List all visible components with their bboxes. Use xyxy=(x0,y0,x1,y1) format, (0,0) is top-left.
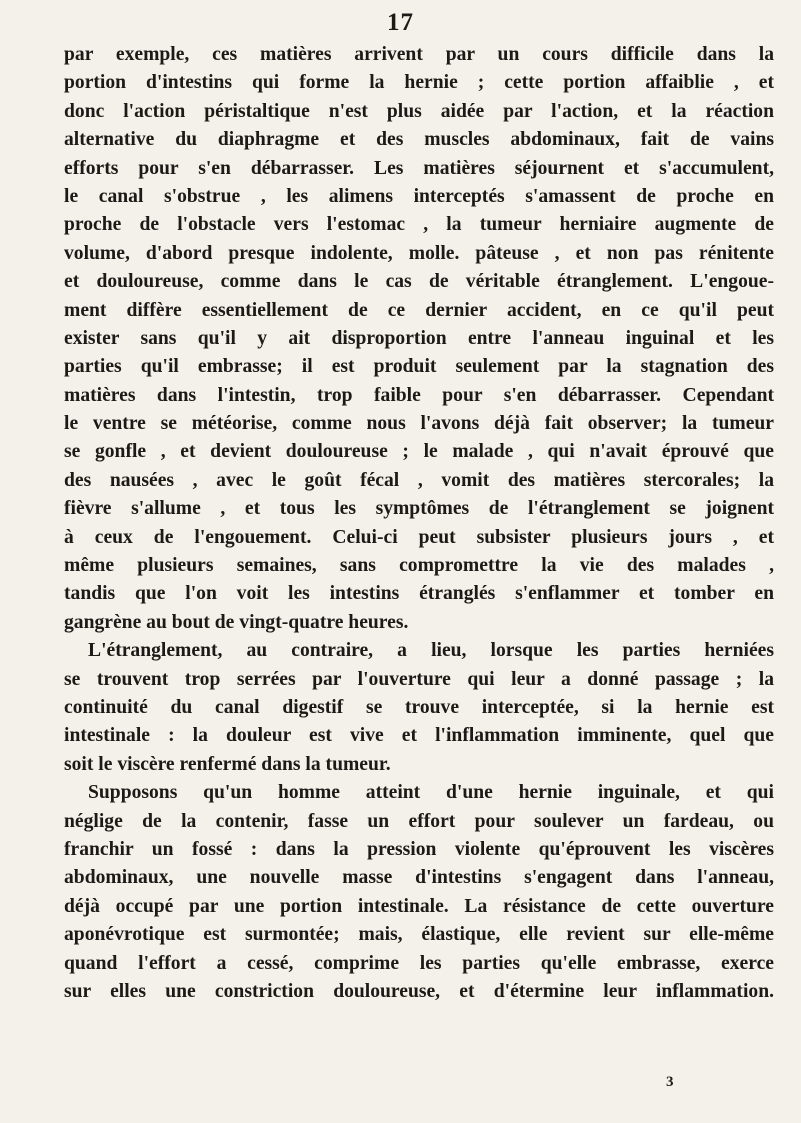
text-line: Supposons qu'un homme atteint d'une hernie inguinale, et qui xyxy=(88,782,774,804)
text-line: matières dans l'intestin, trop faible pour s'en débarrasser. Cependant xyxy=(64,384,774,406)
text-line: continuité du canal digestif se trouve interceptée, si la hernie est xyxy=(64,696,774,718)
text-line: alternative du diaphragme et des muscles abdominaux, fait de vains xyxy=(64,129,774,151)
text-line: abdominaux, une nouvelle masse d'intestins s'engagent dans l'anneau, xyxy=(64,867,774,889)
text-line: sur elles une constriction douloureuse, et d'étermine leur inflammation. xyxy=(64,980,774,1002)
text-line: se gonfle , et devient douloureuse ; le malade , qui n'avait éprouvé que xyxy=(64,441,774,463)
text-line: se trouvent trop serrées par l'ouverture qui leur a donné passage ; la xyxy=(64,668,774,690)
text-line: et douloureuse, comme dans le cas de véritable étranglement. L'engoue- xyxy=(64,271,774,293)
body-text xyxy=(64,41,774,1006)
text-line: L'étranglement, au contraire, a lieu, lorsque les parties herniées xyxy=(88,640,774,662)
text-line: ment diffère essentiellement de ce dernier accident, en ce qu'il peut xyxy=(64,299,774,321)
text-line: le canal s'obstrue , les alimens interceptés s'amassent de proche en xyxy=(64,185,774,207)
text-line: exister sans qu'il y ait disproportion entre l'anneau inguinal et les xyxy=(64,327,774,349)
text-line: même plusieurs semaines, sans compromettre la vie des malades , xyxy=(64,555,774,577)
text-line: tandis que l'on voit les intestins étranglés s'enflammer et tomber en xyxy=(64,583,774,605)
text-line: néglige de la contenir, fasse un effort pour soulever un fardeau, ou xyxy=(64,810,774,832)
text-line: volume, d'abord presque indolente, molle. pâteuse , et non pas rénitente xyxy=(64,242,774,264)
text-line: donc l'action péristaltique n'est plus aidée par l'action, et la réaction xyxy=(64,100,774,122)
text-line: gangrène au bout de vingt-quatre heures. xyxy=(64,611,409,633)
text-line: fièvre s'allume , et tous les symptômes de l'étranglement se joignent xyxy=(64,498,774,520)
text-line: des nausées , avec le goût fécal , vomit des matières stercorales; la xyxy=(64,469,774,491)
text-line: quand l'effort a cessé, comprime les parties qu'elle embrasse, exerce xyxy=(64,952,774,974)
text-line: intestinale : la douleur est vive et l'inflammation imminente, quel que xyxy=(64,725,774,747)
text-line: proche de l'obstacle vers l'estomac , la tumeur herniaire augmente de xyxy=(64,214,774,236)
text-line: franchir un fossé : dans la pression violente qu'éprouvent les viscères xyxy=(64,838,774,860)
text-line: soit le viscère renfermé dans la tumeur. xyxy=(64,753,391,775)
page-number: 17 xyxy=(387,9,414,36)
text-line: déjà occupé par une portion intestinale. La résistance de cette ouverture xyxy=(64,895,774,917)
signature-mark: 3 xyxy=(666,1074,674,1090)
text-line: parties qu'il embrasse; il est produit seulement par la stagnation des xyxy=(64,356,774,378)
text-line: portion d'intestins qui forme la hernie ; cette portion affaiblie , et xyxy=(64,72,774,94)
text-line: par exemple, ces matières arrivent par un cours difficile dans la xyxy=(64,44,774,65)
text-line: aponévrotique est surmontée; mais, élastique, elle revient sur elle-même xyxy=(64,924,774,946)
text-line: le ventre se météorise, comme nous l'avons déjà fait observer; la tumeur xyxy=(64,413,774,435)
text-line: à ceux de l'engouement. Celui-ci peut subsister plusieurs jours , et xyxy=(64,526,774,548)
text-line: efforts pour s'en débarrasser. Les matières séjournent et s'accumulent, xyxy=(64,157,774,179)
